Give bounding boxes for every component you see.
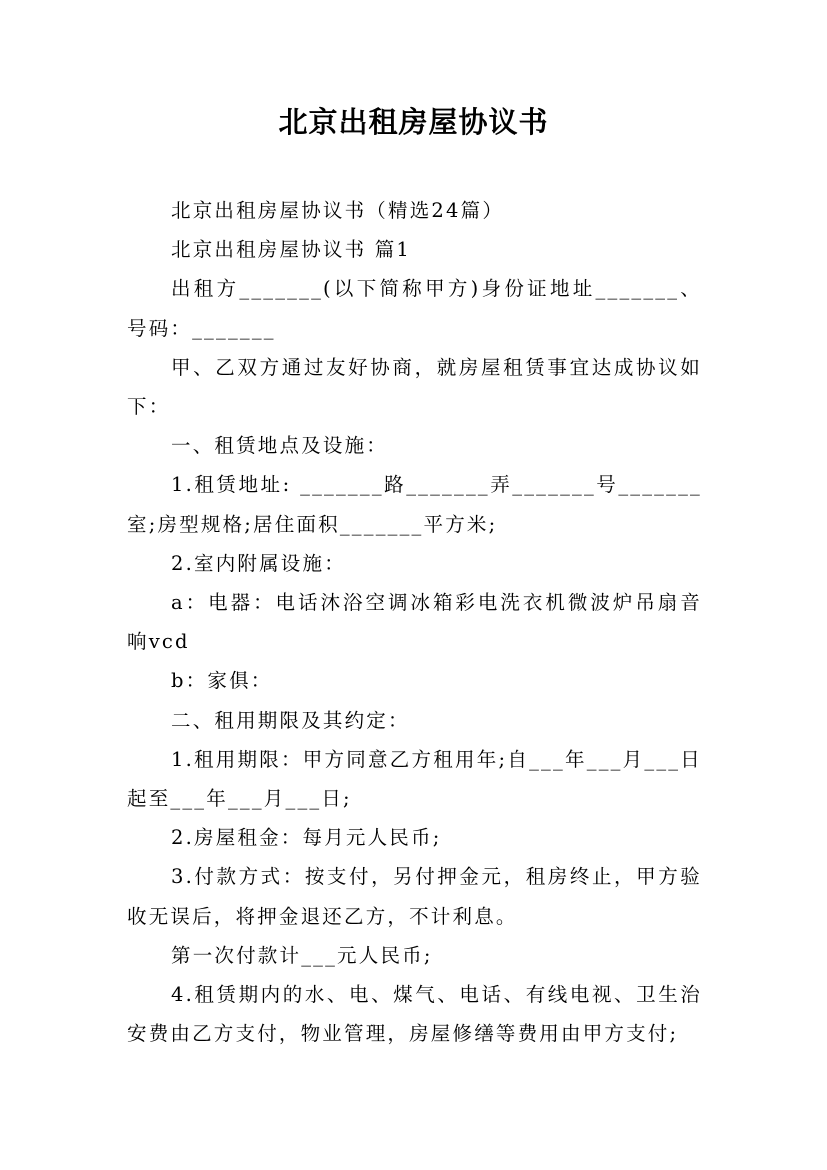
paragraph-rent: 2.房屋租金：每月元人民币;: [171, 826, 442, 850]
paragraph-payment-method: 3.付款方式：按支付，另付押金元，租房终止，甲方验收无误后，将押金退还乙方，不计利息。: [127, 865, 702, 928]
paragraph-lessor: 出租方_______(以下简称甲方)身份证地址_______、号码：_______: [127, 277, 702, 340]
document-body: [127, 191, 702, 1053]
paragraph-facilities-heading: 2.室内附属设施：: [171, 551, 346, 575]
paragraph-agreement-intro: 甲、乙双方通过友好协商，就房屋租赁事宜达成协议如下：: [127, 355, 702, 419]
paragraph-lease-term: 1.租用期限：甲方同意乙方租用年;自___年___月___日起至___年___月___日;: [127, 747, 702, 811]
paragraph-furniture: b：家俱：: [171, 669, 273, 693]
paragraph-clause-2-heading: 二、租用期限及其约定：: [171, 708, 410, 732]
paragraph-rental-address: 1.租赁地址: _______路_______弄_______号_______室;房型规格;居住面积_______平方米;: [127, 473, 702, 536]
paragraph-section-heading: 北京出租房屋协议书 篇1: [171, 238, 412, 262]
paragraph-utilities: 4.租赁期内的水、电、煤气、电话、有线电视、卫生治安费由乙方支付，物业管理，房屋修缮等费用由甲方支付;: [127, 983, 702, 1046]
document-title: 北京出租房屋协议书: [278, 105, 549, 139]
paragraph-appliances: a：电器：电话沐浴空调冰箱彩电洗衣机微波炉吊扇音响vcd: [127, 591, 702, 654]
paragraph-clause-1-heading: 一、租赁地点及设施：: [171, 434, 389, 458]
paragraph-first-payment: 第一次付款计___元人民币;: [171, 943, 433, 967]
paragraph-subtitle: 北京出租房屋协议书（精选24篇）: [171, 199, 505, 222]
